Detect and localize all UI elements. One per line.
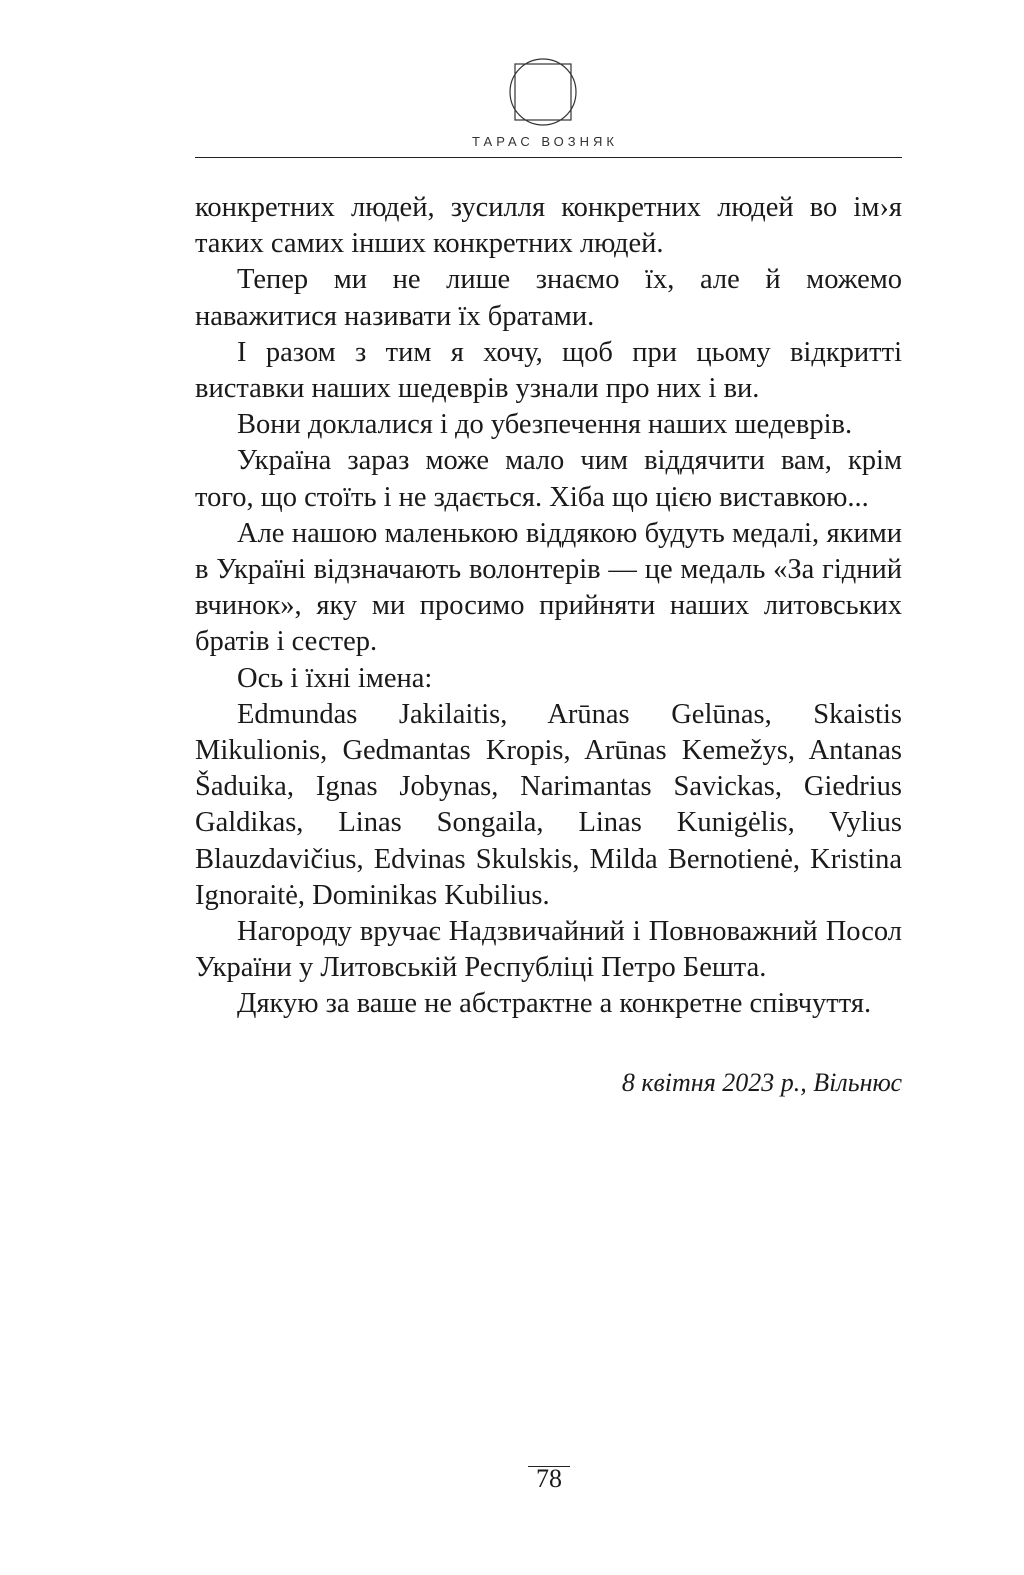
paragraph: Тепер ми не лише знаємо їх, але й можемо наважитися називати їх братами.: [195, 264, 902, 332]
paragraph: І разом з тим я хочу, щоб при цьому відкритті виставки наших шедеврів узнали про них і ви.: [195, 336, 902, 405]
circle-square-logo-icon: [508, 48, 578, 128]
running-head: ТАРАС ВОЗНЯК: [472, 134, 618, 149]
paragraph: Дякую за ваше не абстрактне а конкретне співчуття.: [237, 988, 872, 1020]
paragraph: Нагороду вручає Надзвичайний і Повноважний Посол України у Литовській Республіці Петро Бешта.: [195, 916, 902, 984]
paragraph: Україна зараз може мало чим віддячити вам, крім того, що стоїть і не здається. Хіба що цією виставкою...: [195, 445, 902, 513]
paragraph: Вони доклалися і до убезпечення наших шедеврів.: [237, 409, 853, 441]
paragraph: конкретних людей, зусилля конкретних людей во ім›я таких самих інших конкретних людей.: [195, 192, 902, 260]
header-rule: [195, 157, 902, 158]
body-text: [195, 190, 902, 1023]
paragraph: Але нашою маленькою віддякою будуть медалі, якими в Україні відзначають волонтерів — це медаль «За гідний вчинок», яку ми просимо прийняти наших литовських братів і сестер.: [195, 517, 902, 658]
page-number: 78: [536, 1464, 562, 1493]
paragraph: Ось і їхні імена:: [237, 662, 433, 694]
date-place-signature: 8 квітня 2023 р., Вільнюс: [621, 1068, 902, 1097]
names-paragraph: Edmundas Jakilaitis, Arūnas Gelūnas, Skaistis Mikulionis, Gedmantas Kropis, Arūnas Kemežys, Antanas Šaduika, Ignas Jobynas, Narimantas Savickas, Giedrius Galdikas, Linas Songaila, Linas Kunigėlis, Vylius Blauzdavičius, Edvinas Skulskis, Milda Bernotienė, Kristina Ignoraitė, Dominikas Kubilius.: [195, 698, 902, 911]
